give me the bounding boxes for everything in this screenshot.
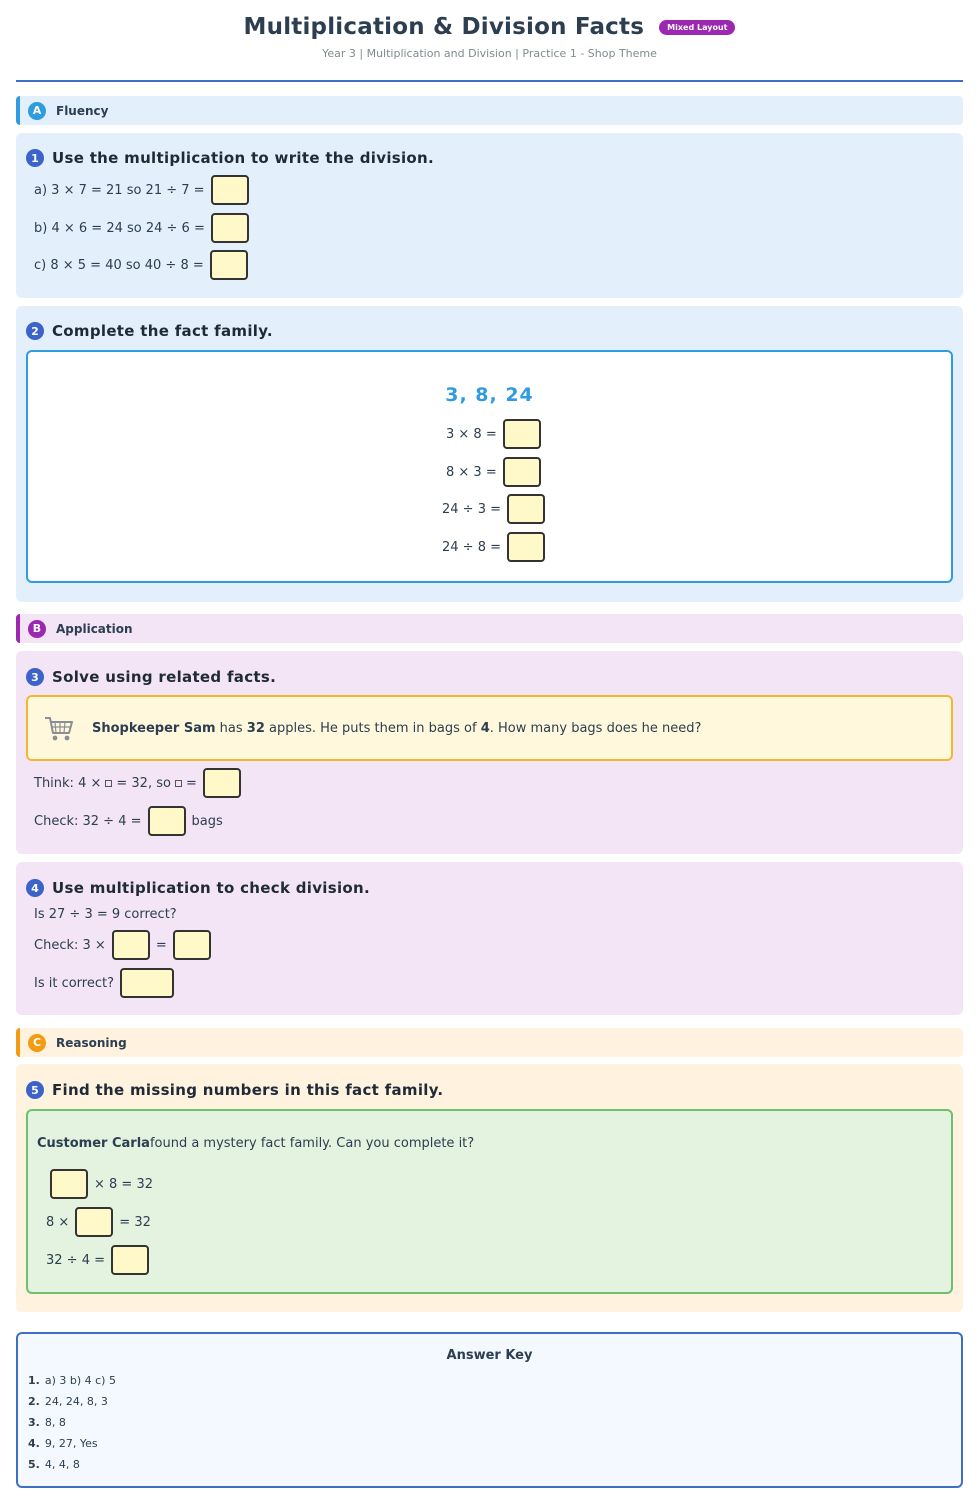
question-1-number: 1 xyxy=(26,149,44,167)
q1-item-c-text: c) 8 × 5 = 40 so 40 ÷ 8 = xyxy=(34,257,204,273)
q3-think-answer-box[interactable] xyxy=(203,768,241,798)
question-5-heading xyxy=(26,1081,443,1099)
q4-correct-answer-box[interactable] xyxy=(120,968,174,998)
section-b-name: Application xyxy=(56,621,133,636)
q5-row-3 xyxy=(46,1245,155,1275)
question-4-heading xyxy=(26,879,370,897)
shopping-cart-icon xyxy=(42,711,76,745)
q4-check-text: Check: 3 × xyxy=(34,937,106,953)
answer-key-line-3 xyxy=(28,1416,66,1429)
answer-key-line-4 xyxy=(28,1437,98,1450)
answer-key-text-5: 4, 4, 8 xyxy=(44,1458,80,1471)
q1-item-b-text: b) 4 × 6 = 24 so 24 ÷ 6 = xyxy=(34,220,205,236)
page-title: Multiplication & Division Facts xyxy=(243,14,645,40)
question-3-heading xyxy=(26,668,276,686)
section-a-letter: A xyxy=(28,102,46,120)
question-1-heading xyxy=(26,149,434,167)
answer-key-num-1: 1. xyxy=(28,1374,40,1387)
question-5-text: Find the missing numbers in this fact family. xyxy=(52,1081,444,1099)
question-5-number: 5 xyxy=(26,1081,44,1099)
q4-correct-text: Is it correct? xyxy=(34,975,114,991)
q4-question xyxy=(34,907,177,922)
q4-factor-box[interactable] xyxy=(112,930,150,960)
q3-think-c: = xyxy=(185,775,197,791)
q3-story-n2: 4 xyxy=(480,720,490,736)
section-a-name: Fluency xyxy=(56,103,109,118)
answer-key-line-2 xyxy=(28,1395,108,1408)
fact-family-numbers: 3, 8, 24 xyxy=(445,384,534,406)
q3-story-name: Shopkeeper Sam xyxy=(92,720,216,736)
question-1-text: Use the multiplication to write the division. xyxy=(52,149,435,167)
q3-story-text xyxy=(92,721,701,736)
section-b-header xyxy=(16,614,963,643)
question-3-number: 3 xyxy=(26,668,44,686)
question-4-number: 4 xyxy=(26,879,44,897)
q1-answer-box-a[interactable] xyxy=(211,175,249,205)
q3-story-part3: . How many bags does he need? xyxy=(489,720,702,736)
q3-story-box xyxy=(26,695,953,761)
q3-check-line xyxy=(34,806,223,836)
question-1-card xyxy=(16,133,963,298)
q3-think-a: Think: 4 × xyxy=(34,775,102,791)
q5-row-2 xyxy=(46,1207,151,1237)
section-c-letter: C xyxy=(28,1034,46,1052)
q5-answer-box-1[interactable] xyxy=(50,1169,88,1199)
answer-key-text-3: 8, 8 xyxy=(44,1416,66,1429)
answer-key-text-2: 24, 24, 8, 3 xyxy=(44,1395,108,1408)
q1-item-b xyxy=(34,213,255,243)
q3-placeholder-square-1 xyxy=(105,780,112,787)
question-2-text: Complete the fact family. xyxy=(52,322,273,340)
q1-answer-box-c[interactable] xyxy=(210,250,248,280)
q3-story-n1: 32 xyxy=(246,720,265,736)
answer-key-text-1: a) 3 b) 4 c) 5 xyxy=(44,1374,116,1387)
q2-item-4-text: 24 ÷ 8 = xyxy=(442,539,501,555)
q2-answer-box-2[interactable] xyxy=(503,457,541,487)
question-4-text: Use multiplication to check division. xyxy=(52,879,370,897)
section-c-name: Reasoning xyxy=(56,1035,127,1050)
q4-product-box[interactable] xyxy=(173,930,211,960)
q3-check-answer-box[interactable] xyxy=(148,806,186,836)
q4-check-line xyxy=(34,930,217,960)
question-4-card xyxy=(16,862,963,1015)
answer-key-title: Answer Key xyxy=(446,1348,533,1363)
question-2-heading xyxy=(26,322,273,340)
q5-row-2-a: 8 × xyxy=(46,1214,70,1230)
title-row xyxy=(0,14,979,40)
q1-answer-box-b[interactable] xyxy=(211,213,249,243)
answer-key-num-2: 2. xyxy=(28,1395,40,1408)
q2-item-1 xyxy=(446,419,547,449)
q3-think-b: = 32, so xyxy=(116,775,171,791)
answer-key-panel xyxy=(16,1332,963,1488)
q5-story-rest: found a mystery fact family. Can you complete it? xyxy=(149,1136,475,1151)
q1-item-c xyxy=(34,250,254,280)
q2-answer-box-1[interactable] xyxy=(503,419,541,449)
q1-item-a-text: a) 3 × 7 = 21 so 21 ÷ 7 = xyxy=(34,182,205,198)
question-2-number: 2 xyxy=(26,322,44,340)
q2-answer-box-3[interactable] xyxy=(507,494,545,524)
q5-story-name: Customer Carla xyxy=(37,1136,150,1151)
q3-story-part1: has xyxy=(215,720,247,736)
answer-key-num-5: 5. xyxy=(28,1458,40,1471)
q2-item-1-text: 3 × 8 = xyxy=(446,426,497,442)
q1-item-a xyxy=(34,175,255,205)
q5-row-2-b: = 32 xyxy=(119,1214,151,1230)
answer-key-line-1 xyxy=(28,1374,116,1387)
header-divider xyxy=(16,80,963,82)
q3-story-part2: apples. He puts them in bags of xyxy=(264,720,481,736)
q3-check-text: Check: 32 ÷ 4 = xyxy=(34,813,142,829)
q2-item-3 xyxy=(442,494,551,524)
q2-item-2 xyxy=(446,457,547,487)
layout-badge: Mixed Layout xyxy=(659,20,735,35)
q4-correct-line xyxy=(34,968,180,998)
answer-key-num-3: 3. xyxy=(28,1416,40,1429)
q4-equals: = xyxy=(155,937,167,953)
section-b-letter: B xyxy=(28,620,46,638)
q3-placeholder-square-2 xyxy=(175,780,182,787)
answer-key-line-5 xyxy=(28,1458,80,1471)
q2-item-4 xyxy=(442,532,551,562)
section-c-header xyxy=(16,1028,963,1057)
question-3-text: Solve using related facts. xyxy=(52,668,277,686)
answer-key-text-4: 9, 27, Yes xyxy=(44,1437,98,1450)
q2-item-2-text: 8 × 3 = xyxy=(446,464,497,480)
q5-row-1 xyxy=(44,1169,153,1199)
q5-story xyxy=(37,1136,474,1151)
q5-answer-box-3[interactable] xyxy=(111,1245,149,1275)
q5-row-3-text: 32 ÷ 4 = xyxy=(46,1252,105,1268)
answer-key-num-4: 4. xyxy=(28,1437,40,1450)
q4-question-text: Is 27 ÷ 3 = 9 correct? xyxy=(34,907,177,922)
q3-unit: bags xyxy=(191,813,223,829)
q3-think-line xyxy=(34,768,247,798)
q5-answer-box-2[interactable] xyxy=(75,1207,113,1237)
q5-row-1-text: × 8 = 32 xyxy=(94,1176,153,1192)
section-a-header xyxy=(16,96,963,125)
page-subtitle: Year 3 | Multiplication and Division | Practice 1 - Shop Theme xyxy=(322,47,657,60)
q2-item-3-text: 24 ÷ 3 = xyxy=(442,501,501,517)
q2-answer-box-4[interactable] xyxy=(507,532,545,562)
